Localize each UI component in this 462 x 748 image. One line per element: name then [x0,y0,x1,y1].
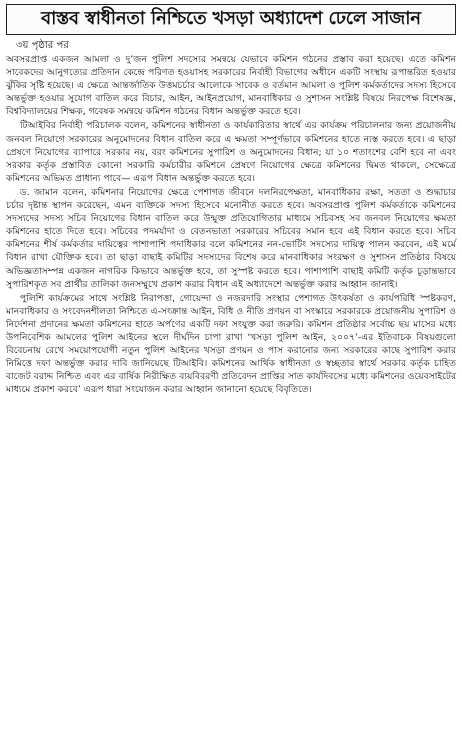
article-body [6,53,456,396]
continuation-note: ৩য় পৃষ্ঠার পর [16,40,69,51]
article-paragraph-3: ড. জামান বলেন, কমিশনার নিয়োগের ক্ষেত্রে পেশাগত জীবনে দলনিরপেক্ষতা, মানবাধিকার রক্ষা, সততা ও শুদ্ধাচার চর্চার দৃষ্টান্ত স্থাপন করেছেন, এমন ব্যক্তিকে সদস্য হিসেবে মনোনীত করতে হবে। অবসরপ্রাপ্ত পুলিশ কর্মকর্তাকে কমিশনের সদস্যদের সদস্য সচিব নিয়োগের বিধান বাতিল করে উন্মুক্ত প্রতিযোগিতার মাধ্যমে সচিবসহ সব জনবল নিয়োগের ক্ষমতা কমিশনের হাতে দিতে হবে। সচিবের পদমর্যাদা ও বেতনভাতা সরকারের সচিবের সমান হবে এই বিধান করতে হবে। সচিব কমিশনের শীর্ষ কর্মকর্তার দায়িত্বের পাশাপাশি পদাধিকার বলে কমিশনের নন-ভোটিং সদস্যের দায়িত্ব পালন করবেন, এই মর্মে বিধান রাখা যৌক্তিক হবে। তা ছাড়া বাছাই কমিটির সদস্যদের বিশেষ করে মানবাধিকার সংরক্ষণ ও সুশাসন প্রতিষ্ঠার বিষয়ে অভিজ্ঞতাসম্পন্ন একজন নাগরিক কিভাবে অন্তর্ভুক্ত হবে, তা সুস্পষ্ট করতে হবে। পাশাপাশি বাছাই কমিটি কর্তৃক চূড়ান্তভাবে সুপারিশকৃত সব প্রার্থীর তালিকা জনসম্মুখে প্রকাশ করার বিধান এই অধ্যাদেশে অন্তর্ভুক্ত করার আহ্বান জানাই। [6,186,456,290]
headline-box [6,4,456,35]
article-paragraph-4: পুলিশি কার্যক্রমের সাথে সংশ্লিষ্ট নিরাপত্তা, গোয়েন্দা ও নজরদারি সংস্থার পেশাগত উৎকর্ষতা ও কার্যপরিধি স্পষ্টকরণ, মানবাধিকার ও সংবেদনশীলতা নিশ্চিতে এ-সংক্রান্ত আইন, বিধি ও নীতি প্রণয়ন বা সংস্কারে সরকারকে প্রয়োজনীয় সুপারিশ ও নির্দেশনা প্রদানের ক্ষমতা কমিশনের হাতে অর্পণের একটি দফা সংযুক্ত করা জরুরি। কমিশন প্রতিষ্ঠার সর্বোচ্চ ছয় মাসের মধ্যে উপনিবেশিক আমলের পুলিশ আইনের স্থলে দীর্ঘদিন চাপা রাখা ‘খসড়া পুলিশ আইন, ২০০৭’-এর ইতিবাচক বিষয়গুলো বিবেচনায় রেখে সময়োপযোগী নতুন পুলিশ আইনের খসড়া প্রণয়ন ও পাস করানোর জন্য সরকারের কাছে সুপারিশ করার নিমিত্তে দফা অন্তর্ভুক্ত করার দাবি জানিয়েছে টিআইবি। কমিশনের আর্থিক স্বাধীনতা ও স্বচ্ছতার স্বার্থে সরকার কর্তৃক চাহিত বাজেট বরাদ্দ নিশ্চিত এবং এর বার্ষিক নিরীক্ষিত ব্যয়বিবরণী প্রতিবেদন প্রাপ্তির সাত কার্যদিবসের মধ্যে কমিশনের ওয়েবসাইটের মাধ্যমে প্রকাশ করবে’ এরূপ ধারা সংযোজন করার আহ্বান জানানো হয়েছে বিবৃতিতে। [6,292,456,396]
headline: বাস্তব স্বাধীনতা নিশ্চিতে খসড়া অধ্যাদেশ ঢেলে সাজান [41,8,421,29]
article-paragraph-2: টিআইবির নির্বাহী পরিচালক বলেন, কমিশনের স্বাধীনতা ও কার্যকারিতার স্বার্থে এর কার্যক্রম পরিচালনার জন্য প্রয়োজনীয় জনবল নিয়োগে সরকারের অনুমোদনের বিধান বাতিল করে এ ক্ষমতা সম্পূর্ণভাবে কমিশনের হাতে ন্যস্ত করতে হবে। এ ছাড়া প্রেষণে নিয়োগের ব্যাপারে সরকার নয়, বরং কমিশনের সুপারিশ ও অনুমোদনের বিধান; যা ১০ শতাংশের বেশি হবে না এবং সরকার কর্তৃক প্রস্তাবিত কোনো সরকারি কর্মচারীর কমিশনে প্রেষণে নিয়োগের ক্ষেত্রে কমিশনের দ্বিমত থাকলে, সেক্ষেত্রে কমিশনের অভিমত প্রাধান্য পাবে— এরূপ বিধান অন্তর্ভুক্ত করতে হবে। [6,120,456,184]
article-paragraph-1: অবসরপ্রাপ্ত একজন আমলা ও দু’জন পুলিশ সদস্যের সমন্বয়ে যেভাবে কমিশন গঠনের প্রস্তাব করা হয়েছে। এতে কমিশন সাবেকদের আনুগত্যের প্রতিদান কেন্দ্রে পরিণত হওয়াসহ সরকারের নির্বাহী বিভাগের অধীনে একটি সংস্থায় রূপান্তরিত হওয়ার ঝুঁকির সৃষ্টি হয়েছে। এ ক্ষেত্রে আন্তর্জাতিক উত্তমচর্চার আলোকে সাবেক ও বর্তমান আমলা ও পুলিশ কর্মকর্তাদের সদস্য হিসেবে অন্তর্ভুক্ত হওয়ার সুযোগ বাতিল করে বিচার, আইন, আইনপ্রয়োগ, মানবাধিকার ও সুশাসন সংশ্লিষ্ট বিষয়ে নিরপেক্ষ বিশেষজ্ঞ, বিশ্ববিদ্যালয়ের শিক্ষক, গবেষক সমন্বয়ে কমিশন গঠনের বিধান অন্তর্ভুক্ত করতে হবে। [6,54,456,118]
